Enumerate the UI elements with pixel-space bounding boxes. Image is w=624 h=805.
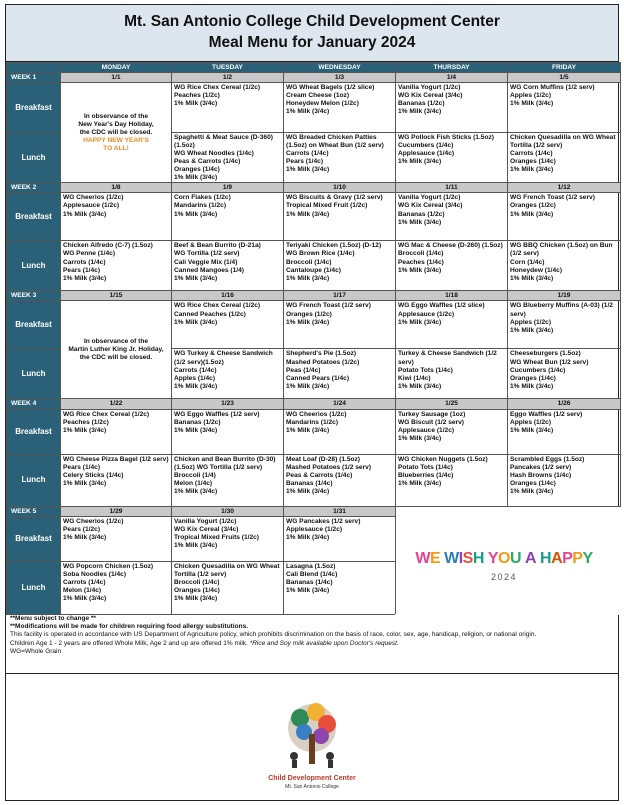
menu-item: Chicken Quesadilla on WG Wheat Tortilla (1/2 serv) xyxy=(174,562,280,578)
date-cell: 1/15 xyxy=(61,291,172,301)
menu-item: Applesauce (1/2c) xyxy=(398,310,455,318)
menu-item: Peas & Carrots (1/4c) xyxy=(286,471,353,479)
menu-item: 1% Milk (3/4c) xyxy=(63,210,107,218)
menu-item: Carrots (1/4c) xyxy=(63,578,106,586)
menu-item: 1% Milk (3/4c) xyxy=(286,108,330,116)
meal-label: Breakfast xyxy=(7,301,61,349)
menu-cell xyxy=(61,561,172,614)
menu-cell xyxy=(508,133,621,183)
holiday-note-line: New Year's Day Holiday, xyxy=(78,121,154,129)
date-cell: 1/25 xyxy=(396,399,508,409)
menu-item: Shepherd's Pie (1.5oz) xyxy=(286,350,357,358)
menu-item: Chicken and Bean Burrito (D-30) (1.5oz) WG Tortilla (1/2 serv) xyxy=(174,455,276,471)
footer-line-5: WG=Whole Grain xyxy=(10,647,62,655)
menu-item: Canned Mangoes (1/4) xyxy=(174,266,244,274)
menu-item: 1% Milk (3/4c) xyxy=(63,479,107,487)
menu-cell xyxy=(508,301,621,349)
menu-item: WG French Toast (1/2 serv) xyxy=(286,302,371,310)
menu-item: Mandarins (1/2c) xyxy=(174,202,227,210)
holiday-note-line: In observance of the xyxy=(83,113,149,121)
menu-cell xyxy=(396,409,508,454)
date-cell: 1/8 xyxy=(61,183,172,193)
day-header: THURSDAY xyxy=(396,63,508,73)
menu-cell xyxy=(172,241,284,291)
menu-item: Broccoli (1/4) xyxy=(174,471,216,479)
date-cell: 1/12 xyxy=(508,183,621,193)
menu-cell xyxy=(172,193,284,241)
menu-item: Pears (1/4c) xyxy=(286,158,324,166)
footer-line-1: **Menu subject to change ** xyxy=(10,615,96,622)
menu-item: Turkey Sausage (1oz) xyxy=(398,410,466,418)
date-cell: 1/2 xyxy=(172,73,284,83)
menu-item: Broccoli (1/4c) xyxy=(286,258,332,266)
holiday-note-line: the CDC will be closed. xyxy=(79,354,153,362)
menu-cell xyxy=(61,409,172,454)
empty-date-cell xyxy=(396,506,508,516)
menu-cell xyxy=(61,241,172,291)
menu-item: Pears (1/4c) xyxy=(63,463,101,471)
date-cell: 1/22 xyxy=(61,399,172,409)
menu-item: Melon (1/4c) xyxy=(174,479,213,487)
week-row xyxy=(7,183,621,193)
menu-cell xyxy=(396,133,508,183)
day-header: WEDNESDAY xyxy=(284,63,396,73)
menu-item: Mashed Potatoes (1/2 serv) xyxy=(286,463,372,471)
menu-cell xyxy=(396,454,508,506)
menu-item: Chicken Alfredo (C-7) (1.5oz) xyxy=(63,242,153,250)
menu-item: 1% Milk (3/4c) xyxy=(174,210,218,218)
date-cell: 1/29 xyxy=(61,506,172,516)
menu-item: 1% Milk (3/4c) xyxy=(286,274,330,282)
empty-date-cell xyxy=(508,506,621,516)
menu-cell xyxy=(172,133,284,183)
menu-item: 1% Milk (3/4c) xyxy=(510,100,554,108)
menu-item: Pears (1/4c) xyxy=(63,266,101,274)
menu-item: 1% Milk (3/4c) xyxy=(63,426,107,434)
date-cell: 1/9 xyxy=(172,183,284,193)
menu-item: Bananas (1/4c) xyxy=(286,479,333,487)
menu-item: Peas & Carrots (1/4c) xyxy=(174,158,241,166)
menu-item: Broccoli (1/4c) xyxy=(398,250,444,258)
menu-item: Pears (1/2c) xyxy=(63,525,101,533)
menu-item: Peaches (1/4c) xyxy=(398,258,444,266)
menu-item: 1% Milk (3/4c) xyxy=(286,487,330,495)
menu-item: 1% Milk (3/4c) xyxy=(510,326,554,334)
date-cell: 1/31 xyxy=(284,506,396,516)
menu-cell xyxy=(61,193,172,241)
menu-item: Oranges (1/4c) xyxy=(510,374,556,382)
menu-item: Cucumbers (1/4c) xyxy=(398,142,454,150)
menu-item: 1% Milk (3/4c) xyxy=(398,218,442,226)
menu-item: Turkey & Cheese Sandwich (1/2 serv) xyxy=(398,350,497,366)
meal-label: Lunch xyxy=(7,241,61,291)
menu-item: WG Breaded Chicken Patties (1.5oz) on Wheat Bun (1/2 serv) xyxy=(286,134,384,150)
lunch-row xyxy=(7,241,621,291)
meal-label: Breakfast xyxy=(7,83,61,133)
menu-item: Cucumbers (1/4c) xyxy=(510,366,566,374)
menu-item: 1% Milk (3/4c) xyxy=(174,426,218,434)
menu-item: Lasagna (1.5oz) xyxy=(286,562,336,570)
meal-label: Lunch xyxy=(7,561,61,614)
breakfast-row xyxy=(7,83,621,133)
menu-item: WG Tortilla (1/2 serv) xyxy=(174,250,240,258)
menu-cell xyxy=(61,516,172,561)
menu-item: Tropical Mixed Fruit (1/2c) xyxy=(286,202,368,210)
milk-note-italic: *Rice and Soy milk available upon Doctor's request. xyxy=(249,639,399,647)
menu-item: Tropical Mixed Fruits (1/2c) xyxy=(174,533,260,541)
menu-item: Cali Blend (1/4c) xyxy=(286,570,338,578)
menu-item: 1% Milk (3/4c) xyxy=(174,274,218,282)
menu-item: Corn Flakes (1/2c) xyxy=(174,194,231,202)
menu-item: 1% Milk (3/4c) xyxy=(174,382,218,390)
meal-label: Lunch xyxy=(7,349,61,399)
date-cell: 1/10 xyxy=(284,183,396,193)
menu-cell xyxy=(284,301,396,349)
meal-label: Breakfast xyxy=(7,193,61,241)
holiday-note-line: the CDC will be closed. xyxy=(79,129,153,137)
date-cell: 1/11 xyxy=(396,183,508,193)
menu-cell xyxy=(284,454,396,506)
menu-cell xyxy=(396,83,508,133)
date-cell: 1/5 xyxy=(508,73,621,83)
date-cell: 1/17 xyxy=(284,291,396,301)
menu-cell xyxy=(284,193,396,241)
day-header: TUESDAY xyxy=(172,63,284,73)
menu-item: 1% Milk (3/4c) xyxy=(63,274,107,282)
menu-item: WG Biscuit (1/2 serv) xyxy=(398,418,464,426)
menu-item: Chicken Quesadilla on WG Wheat Tortilla (1/2 serv) xyxy=(510,134,616,150)
menu-item: 1% Milk (3/4c) xyxy=(174,318,218,326)
footer-line-3: This facility is operated in accordance with US Department of Agriculture policy, which prohibits discrimination on the basis of race, color, sex, age, handicap, religion, or national origin. xyxy=(10,631,537,639)
date-cell: 1/16 xyxy=(172,291,284,301)
menu-item: Eggo Waffles (1/2 serv) xyxy=(510,410,583,418)
date-cell: 1/19 xyxy=(508,291,621,301)
menu-item: 1% Milk (3/4c) xyxy=(510,487,554,495)
menu-item: WG Rice Chex Cereal (1/2c) xyxy=(63,410,150,418)
cdc-logo xyxy=(264,700,360,795)
menu-item: Cream Cheese (1oz) xyxy=(286,92,350,100)
week-row xyxy=(7,399,621,409)
menu-item: Carrots (1/4c) xyxy=(174,366,217,374)
menu-item: WG Pancakes (1/2 serv) xyxy=(286,517,361,525)
menu-cell xyxy=(396,301,508,349)
menu-item: Oranges (1/4c) xyxy=(510,158,556,166)
footer-line-4 xyxy=(10,640,614,648)
week-label: WEEK 3 xyxy=(7,291,61,301)
menu-item: Spaghetti & Meat Sauce (D-360) (1.5oz) xyxy=(174,134,273,150)
menu-item: 1% Milk (3/4c) xyxy=(286,586,330,594)
menu-item: WG Biscuits & Gravy (1/2 serv) xyxy=(286,194,383,202)
footer-notes xyxy=(6,612,618,659)
menu-item: Peaches (1/2c) xyxy=(174,92,220,100)
holiday-note xyxy=(61,301,172,399)
tree-logo-icon xyxy=(264,700,360,790)
menu-item: Apples (1/4c) xyxy=(174,374,216,382)
menu-item: Broccoli (1/4c) xyxy=(174,578,220,586)
menu-item: WG Cheerios (1/2c) xyxy=(63,194,124,202)
menu-item: Peaches (1/2c) xyxy=(63,418,109,426)
menu-item: WG BBQ Chicken (1.5oz) on Bun (1/2 serv) xyxy=(510,242,613,258)
menu-item: 1% Milk (3/4c) xyxy=(510,274,554,282)
menu-item: Honeydew Melon (1/2c) xyxy=(286,100,359,108)
menu-item: 1% Milk (3/4c) xyxy=(174,594,218,602)
menu-item: Corn (1/4c) xyxy=(510,258,545,266)
menu-cell xyxy=(284,241,396,291)
logo-sub: Mt. San Antonio College xyxy=(285,784,339,790)
milk-note: Children Age 1 - 2 years are offered Whole Milk, Age 2 and up are offered 1% milk. xyxy=(10,639,248,647)
menu-item: Apples (1/2c) xyxy=(510,418,552,426)
menu-item: Teriyaki Chicken (1.5oz) (D-12) xyxy=(286,242,382,250)
menu-cell xyxy=(508,454,621,506)
date-cell: 1/4 xyxy=(396,73,508,83)
date-cell: 1/26 xyxy=(508,399,621,409)
date-cell: 1/23 xyxy=(172,399,284,409)
menu-cell xyxy=(508,241,621,291)
menu-item: WG Corn Muffins (1/2 serv) xyxy=(510,84,595,92)
menu-item: WG Mac & Cheese (D-260) (1.5oz) xyxy=(398,242,503,250)
menu-item: Applesauce (1/2c) xyxy=(286,525,343,533)
menu-item: WG Rice Chex Cereal (1/2c) xyxy=(174,302,261,310)
menu-item: 1% Milk (3/4c) xyxy=(398,108,442,116)
menu-item: 1% Milk (3/4c) xyxy=(510,166,554,174)
menu-item: Bananas (1/2c) xyxy=(398,100,445,108)
menu-item: 1% Milk (3/4c) xyxy=(510,382,554,390)
menu-item: WG Brown Rice (1/4c) xyxy=(286,250,355,258)
menu-item: Cali Veggie Mix (1/4) xyxy=(174,258,238,266)
menu-item: WG Cheerios (1/2c) xyxy=(63,517,124,525)
menu-item: 1% Milk (3/4c) xyxy=(174,541,218,549)
menu-item: Celery Sticks (1/4c) xyxy=(63,471,124,479)
breakfast-row xyxy=(7,193,621,241)
menu-item: WG Kix Cereal (3/4c) xyxy=(174,525,239,533)
menu-cell xyxy=(172,516,284,561)
menu-item: 1% Milk (3/4c) xyxy=(398,318,442,326)
menu-item: WG Pollock Fish Sticks (1.5oz) xyxy=(398,134,494,142)
menu-cell xyxy=(172,349,284,399)
menu-item: 1% Milk (3/4c) xyxy=(63,533,107,541)
menu-item: Carrots (1/4c) xyxy=(510,150,553,158)
meal-label: Lunch xyxy=(7,454,61,506)
logo-name: Child Development Center xyxy=(268,775,356,782)
breakfast-row xyxy=(7,301,621,349)
week-label: WEEK 2 xyxy=(7,183,61,193)
menu-cell xyxy=(396,241,508,291)
footer-divider xyxy=(6,673,618,674)
menu-cell xyxy=(508,409,621,454)
menu-item: Applesauce (1/4c) xyxy=(398,150,455,158)
week-label: WEEK 4 xyxy=(7,399,61,409)
menu-cell xyxy=(508,349,621,399)
week-row xyxy=(7,291,621,301)
menu-item: WG French Toast (1/2 serv) xyxy=(510,194,595,202)
menu-cell xyxy=(172,561,284,614)
menu-item: Oranges (1/4c) xyxy=(174,586,220,594)
menu-item: Hash Browns (1/4c) xyxy=(510,471,572,479)
menu-item: WG Turkey & Cheese Sandwich (1/2 serv)(1.5oz) xyxy=(174,350,273,366)
meal-label: Breakfast xyxy=(7,516,61,561)
page-title: Mt. San Antonio College Child Development Center xyxy=(124,13,500,30)
menu-item: 1% Milk (3/4c) xyxy=(286,382,330,390)
page-subtitle: Meal Menu for January 2024 xyxy=(208,34,416,51)
date-cell: 1/3 xyxy=(284,73,396,83)
menu-item: 1% Milk (3/4c) xyxy=(63,594,107,602)
menu-item: WG Cheerios (1/2c) xyxy=(286,410,347,418)
menu-item: 1% Milk (3/4c) xyxy=(286,318,330,326)
menu-item: Bananas (1/4c) xyxy=(286,578,333,586)
menu-item: Bananas (1/2c) xyxy=(174,418,221,426)
menu-item: 1% Milk (3/4c) xyxy=(286,210,330,218)
week-row xyxy=(7,73,621,83)
holiday-greeting-line: TO ALL! xyxy=(103,145,129,153)
menu-item: Apples (1/2c) xyxy=(510,92,552,100)
menu-item: WG Eggo Waffles (1/2 slice) xyxy=(398,302,485,310)
week-row xyxy=(7,506,621,516)
menu-item: 1% Milk (3/4c) xyxy=(398,479,442,487)
holiday-greeting-line: HAPPY NEW YEAR'S xyxy=(83,137,149,145)
date-cell: 1/18 xyxy=(396,291,508,301)
menu-cell xyxy=(284,83,396,133)
menu-item: WG Wheat Bun (1/2 serv) xyxy=(510,358,589,366)
menu-item: Kiwi (1/4c) xyxy=(398,374,431,382)
menu-item: 1% Milk (3/4c) xyxy=(398,434,442,442)
menu-item: Apples (1/2c) xyxy=(510,318,552,326)
page-header xyxy=(6,5,618,62)
menu-item: Mashed Potatoes (1/2c) xyxy=(286,358,360,366)
date-cell: 1/1 xyxy=(61,73,172,83)
menu-item: Scrambled Eggs (1.5oz) xyxy=(510,455,585,463)
menu-item: WG Rice Chex Cereal (1/2c) xyxy=(174,84,261,92)
menu-cell xyxy=(172,454,284,506)
menu-item: 1% Milk (3/4c) xyxy=(510,210,554,218)
day-header: MONDAY xyxy=(61,63,172,73)
menu-cell xyxy=(396,193,508,241)
menu-cell xyxy=(172,301,284,349)
menu-item: Beef & Bean Burrito (D-21a) xyxy=(174,242,261,250)
menu-item: Applesauce (1/2c) xyxy=(63,202,120,210)
menu-cell xyxy=(284,561,396,614)
menu-item: Canned Pears (1/4c) xyxy=(286,374,350,382)
footer-line-2: **Modifications will be made for children requiring food allergy substitutions. xyxy=(10,623,248,631)
menu-cell xyxy=(284,516,396,561)
menu-item: Oranges (1/2c) xyxy=(286,310,332,318)
menu-cell xyxy=(284,409,396,454)
menu-cell xyxy=(508,83,621,133)
menu-item: Melon (1/4c) xyxy=(63,586,102,594)
menu-table xyxy=(6,62,621,615)
menu-item: WG Chicken Nuggets (1.5oz) xyxy=(398,455,488,463)
menu-item: Mandarins (1/2c) xyxy=(286,418,339,426)
week-label: WEEK 5 xyxy=(7,506,61,516)
lunch-row xyxy=(7,454,621,506)
menu-page xyxy=(5,4,619,801)
menu-item: Cheeseburgers (1.5oz) xyxy=(510,350,581,358)
menu-item: Bananas (1/2c) xyxy=(398,210,445,218)
menu-item: Peas (1/4c) xyxy=(286,366,321,374)
menu-item: Oranges (1/4c) xyxy=(510,479,556,487)
corner-cell xyxy=(7,63,61,73)
menu-item: 1% Milk (3/4c) xyxy=(398,158,442,166)
menu-item: Vanilla Yogurt (1/2c) xyxy=(398,194,461,202)
menu-cell xyxy=(508,193,621,241)
menu-item: WG Kix Cereal (3/4c) xyxy=(398,92,463,100)
menu-item: 1% Milk (3/4c) xyxy=(286,166,330,174)
menu-item: 1% Milk (3/4c) xyxy=(398,266,442,274)
holiday-note-line: Martin Luther King Jr. Holiday, xyxy=(68,346,164,354)
menu-item: 1% Milk (3/4c) xyxy=(286,426,330,434)
menu-item: Potato Tots (1/4c) xyxy=(398,463,453,471)
menu-item: Oranges (1/4c) xyxy=(174,166,220,174)
menu-item: WG Popcorn Chicken (1.5oz) xyxy=(63,562,154,570)
menu-item: Applesauce (1/2c) xyxy=(398,426,455,434)
menu-item: Pancakes (1/2 serv) xyxy=(510,463,572,471)
menu-item: WG Wheat Noodles (1/4c) xyxy=(174,150,254,158)
menu-cell xyxy=(396,349,508,399)
menu-item: Carrots (1/4c) xyxy=(63,258,106,266)
menu-item: Carrots (1/4c) xyxy=(286,150,329,158)
week-label: WEEK 1 xyxy=(7,73,61,83)
menu-item: Vanilla Yogurt (1/2c) xyxy=(174,517,237,525)
holiday-note xyxy=(61,83,172,183)
menu-item: 1% Milk (3/4c) xyxy=(174,174,218,182)
menu-item: 1% Milk (3/4c) xyxy=(510,426,554,434)
breakfast-row xyxy=(7,409,621,454)
day-header-row xyxy=(7,63,621,73)
happy-new-year-banner xyxy=(411,550,597,582)
meal-label: Breakfast xyxy=(7,409,61,454)
happy-text: WE WISH YOU A HAPPY xyxy=(415,550,593,567)
date-cell: 1/24 xyxy=(284,399,396,409)
menu-item: Meat Loaf (D-28) (1.5oz) xyxy=(286,455,361,463)
menu-cell xyxy=(284,133,396,183)
menu-item: 1% Milk (3/4c) xyxy=(174,487,218,495)
menu-item: WG Kix Cereal (3/4c) xyxy=(398,202,463,210)
menu-item: Soba Noodles (1/4c) xyxy=(63,570,127,578)
menu-item: WG Cheese Pizza Bagel (1/2 serv) xyxy=(63,455,169,463)
menu-item: Oranges (1/2c) xyxy=(510,202,556,210)
menu-item: Vanilla Yogurt (1/2c) xyxy=(398,84,461,92)
menu-cell xyxy=(172,409,284,454)
menu-item: Canned Peaches (1/2c) xyxy=(174,310,246,318)
meal-label: Lunch xyxy=(7,133,61,183)
menu-item: Potato Tots (1/4c) xyxy=(398,366,453,374)
day-header: FRIDAY xyxy=(508,63,621,73)
happy-year: 2024 xyxy=(490,572,518,582)
menu-item: WG Penne (1/4c) xyxy=(63,250,116,258)
menu-item: Blueberries (1/4c) xyxy=(398,471,454,479)
holiday-note-line: In observance of the xyxy=(83,338,149,346)
menu-item: WG Eggo Waffles (1/2 serv) xyxy=(174,410,260,418)
menu-item: WG Blueberry Muffins (A-03) (1/2 serv) xyxy=(510,302,613,318)
menu-item: 1% Milk (3/4c) xyxy=(398,382,442,390)
date-cell: 1/30 xyxy=(172,506,284,516)
menu-item: Cantaloupe (1/4c) xyxy=(286,266,341,274)
menu-item: WG Wheat Bagels (1/2 slice) xyxy=(286,84,375,92)
menu-item: 1% Milk (3/4c) xyxy=(174,100,218,108)
menu-item: 1% Milk (3/4c) xyxy=(286,533,330,541)
menu-cell xyxy=(284,349,396,399)
menu-cell xyxy=(61,454,172,506)
menu-cell xyxy=(172,83,284,133)
menu-item: Honeydew (1/4c) xyxy=(510,266,563,274)
